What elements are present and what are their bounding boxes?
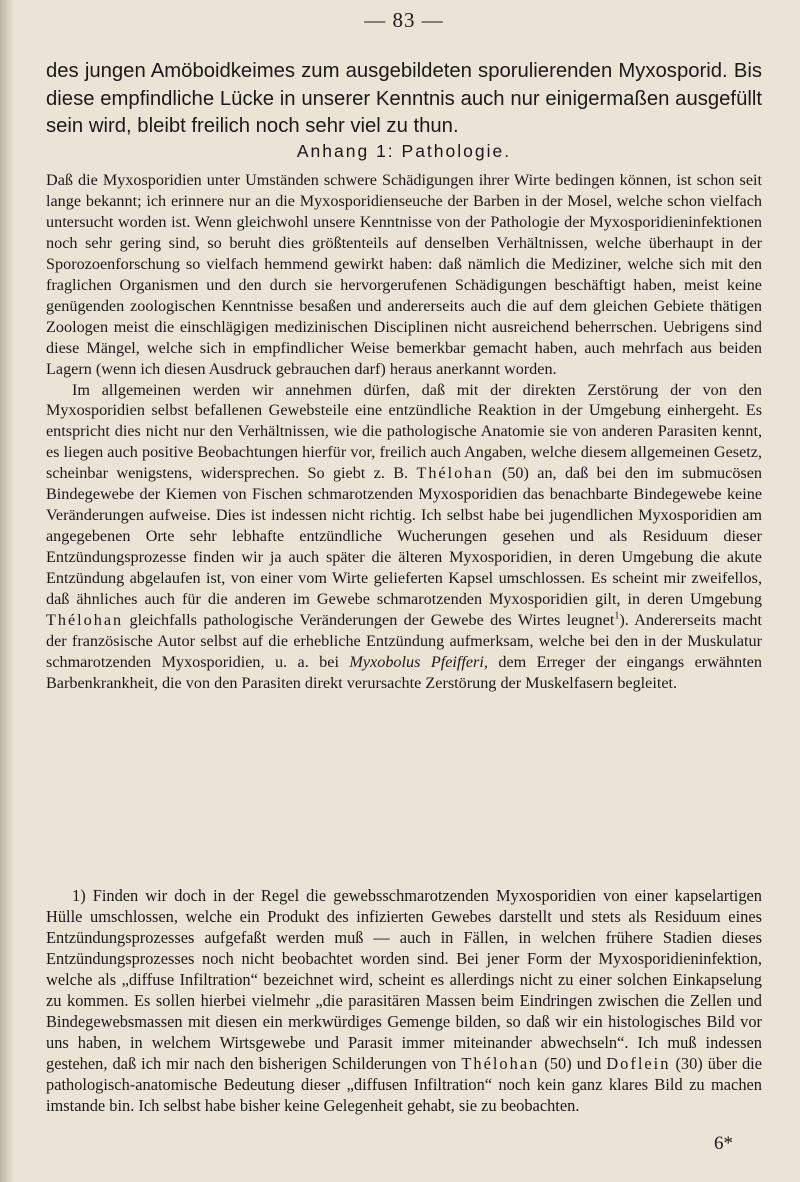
paragraph-2-text-d: ). Andererseits macht der französische Autor selbst auf die erhebliche Entzündung aufmerksam, welche bei den in der Muskulatur schmarotzenden Myxosporidien, u. a. bei xyxy=(46,611,763,671)
signature-mark: 6* xyxy=(714,1133,733,1154)
footnote-author-doflein: Doflein xyxy=(606,1054,671,1073)
paragraph-2 xyxy=(46,380,762,694)
footnote-paragraph xyxy=(46,885,762,1116)
footnote-text-b: (50) und xyxy=(544,1054,602,1073)
paragraph-2-text-c: gleichfalls pathologische Veränderungen der Gewebe des Wirtes leugnet xyxy=(129,611,615,630)
footnote-author-thelohan: Thélohan xyxy=(461,1054,540,1073)
book-page xyxy=(46,0,762,1182)
paragraph-2-text-b: (50) an, daß bei den im submucösen Bindegewebe der Kiemen von Fischen schmarotzenden Myxosporidien das benachbarte Bindegewebe keine Veränderungen aufweise. Dies ist indessen nicht richtig. Ich selbst habe bei jugendlichen Myxosporidien am angegebenen Orte sehr lebhafte entzündliche Wucherungen gesehen und als Residuum dieser Entzündungsprozesse finden wir ja auch später die älteren Myxosporidien, in deren Umgebung die akute Entzündung abgelaufen ist, von einer vom Wirte gelieferten Kapsel umschlossen. Es scheint mir zweifellos, daß ähnliches auch für die anderen im Gewebe schmarotzenden Myxosporidien gilt, in deren Umgebung xyxy=(46,464,763,609)
footnote-text-c: (30) über die pathologisch-anatomische Bedeutung dieser „diffusen Infiltration“ noch kein ganz klares Bild zu machen imstande bin. Ich selbst habe bisher keine Gelegenheit gehabt, sie zu beobachten. xyxy=(46,1054,762,1115)
paragraph-2-text-a: Im allgemeinen werden wir annehmen dürfen, daß mit der direkten Zerstörung der von den Myxosporidien selbst befallenen Gewebsteile eine entzündliche Reaktion in der Umgebung einhergeht. Es entspricht dies nicht nur den Verhältnissen, wie die pathologische Anatomie sie von anderen Parasiten kennt, es liegen auch positive Beobachtungen hierfür vor, freilich auch Angaben, welche diesem allgemeinen Gesetz, scheinbar wenigstens, widersprechen. So giebt z. B. xyxy=(46,380,762,483)
footnote-reference: 1 xyxy=(614,610,620,622)
section-heading: Anhang 1: Pathologie. xyxy=(296,141,512,161)
author-name-thelohan-2: Thélohan xyxy=(46,611,124,630)
paragraph-1: Daß die Myxosporidien unter Umständen schwere Schädigungen ihrer Wirte bedingen können, ist schon seit lange bekannt; ich erinnere nur an die Myxosporidienseuche der Barben in der Mosel, welche schon vielfach untersucht worden ist. Wenn gleichwohl unsere Kenntnisse von der Pathologie der Myxosporidieninfektionen noch sehr gering sind, so beruht dies größtenteils auf denselben Verhältnissen, welche überhaupt in der Sporozoenforschung so vielfach hemmend gewirkt haben: daß nämlich die Mediziner, welche sich mit den fraglichen Organismen und den durch sie hervorgerufenen Schädigungen beschäftigt haben, meist keine genügenden zoologischen Kenntnisse besaßen und andererseits auch die auf dem gleichen Gebiete thätigen Zoologen meist die einschlägigen medizinischen Disciplinen nicht ausreichend beherrschen. Uebrigens sind diese Mängel, welche sich in empfindlicher Weise bemerkbar gemacht haben, auch mehrfach aus beiden Lagern (wenn ich diesen Ausdruck gebrauchen darf) heraus anerkannt worden. xyxy=(46,171,762,378)
footnote-text-a: 1) Finden wir doch in der Regel die gewebsschmarotzenden Myxosporidien von einer kapselartigen Hülle umschlossen, welche ein Produkt des infizierten Gewebes darstellt und stets als Residuum eines Entzündungsprozesses aufgefaßt werden muß — auch in Fällen, in welchen frühere Stadien dieses Entzündungsprozesses noch nicht beobachtet worden sind. Bei jener Form der Myxosporidieninfektion, welche als „diffuse Infiltration“ bezeichnet wird, scheint es allerdings nicht zu einer solchen Einkapselung zu kommen. Es sollen hierbei vielmehr „die parasitären Massen beim Eindringen zwischen die Zellen und Bindegewebsmassen mit diesen ein merkwürdiges Gemenge bilden, so daß wir ein histologisches Bild vor uns haben, in welchem Wirtsgewebe und Parasit immer miteinander abwechseln“. Ich muß indessen gestehen, daß ich mir nach den bisherigen Schilderungen von xyxy=(46,886,762,1073)
intro-paragraph: des jungen Amöboidkeimes zum ausgebildeten sporulierenden Myxosporid. Bis diese empfindliche Lücke in unserer Kenntnis auch nur einigermaßen ausgefüllt sein wird, bleibt freilich noch sehr viel zu thun. xyxy=(46,60,762,138)
species-name: Myxobolus Pfeifferi, xyxy=(349,652,488,671)
paragraph-2-text-e: dem Erreger der eingangs erwähnten Barbenkrankheit, die von den Parasiten direkt verursachte Zerstörung der Muskelfasern begleitet. xyxy=(46,652,762,692)
main-body-text xyxy=(46,170,762,694)
book-spine-shadow xyxy=(0,0,14,1182)
author-name-thelohan: Thélohan xyxy=(416,464,494,483)
footnote xyxy=(46,885,762,1116)
page-number: — 83 — xyxy=(364,8,444,32)
